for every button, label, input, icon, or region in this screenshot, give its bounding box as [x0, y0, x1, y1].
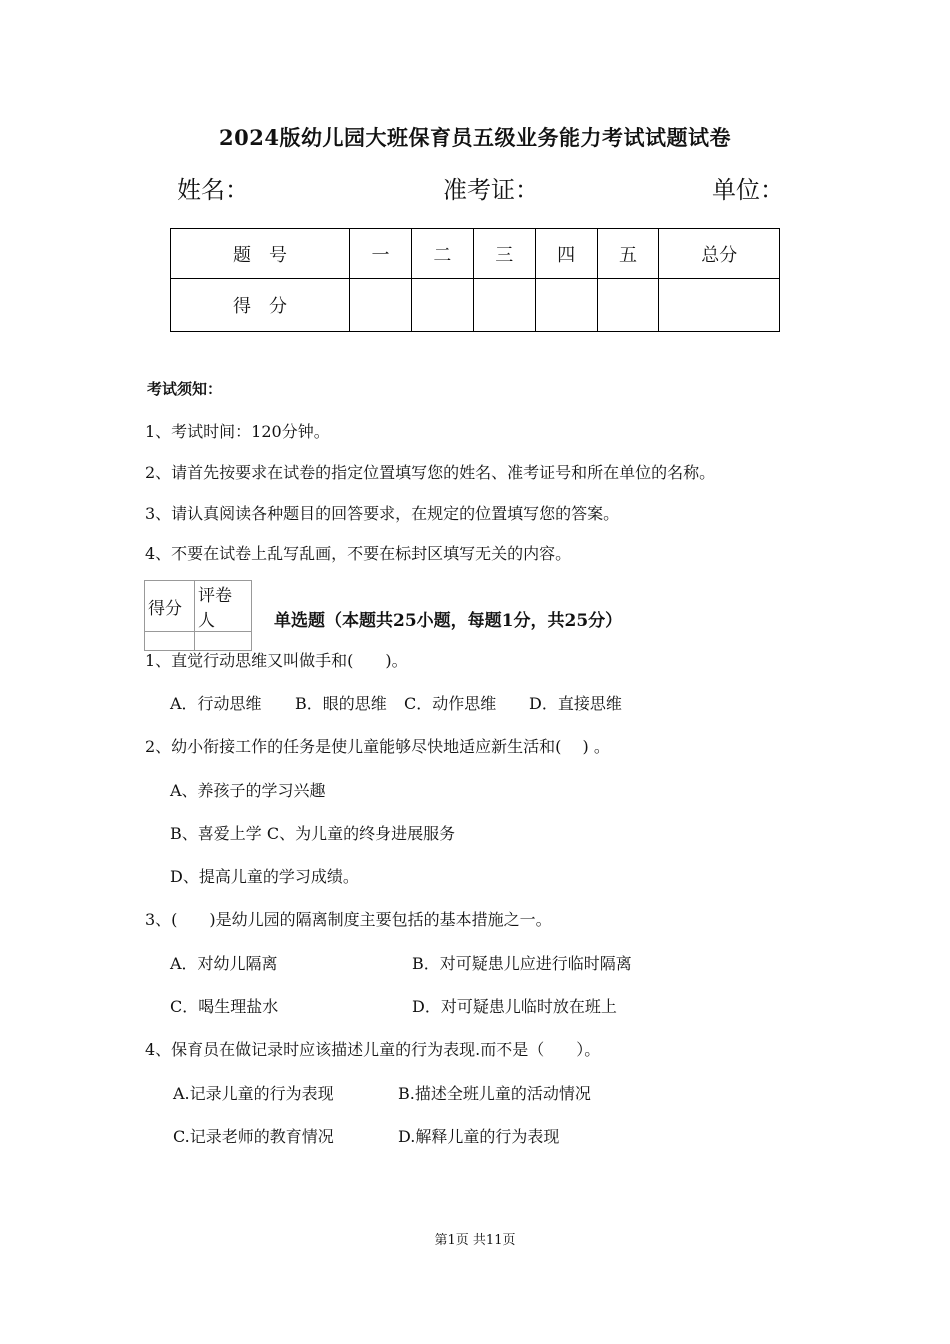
question-option: D、提高儿童的学习成绩。	[170, 867, 359, 886]
notice-item: 2、请首先按要求在试卷的指定位置填写您的姓名、准考证号和所在单位的名称。	[145, 463, 716, 482]
score-cell	[473, 279, 535, 332]
notice-item: 1、考试时间：120分钟。	[145, 422, 330, 441]
score-row-label: 得 分	[171, 279, 350, 332]
section-title: 单选题（本题共25小题，每题1分，共25分）	[274, 611, 623, 631]
grader-reviewer-label: 评卷人	[195, 581, 252, 632]
score-cell	[350, 279, 412, 332]
question-option: D．直接思维	[529, 694, 622, 713]
score-header-cell: 总分	[659, 229, 780, 279]
question-option: B．对可疑患儿应进行临时隔离	[412, 954, 632, 973]
score-cell	[535, 279, 597, 332]
score-header-cell: 一	[350, 229, 412, 279]
question-option: D.解释儿童的行为表现	[398, 1127, 560, 1146]
question-option: B．眼的思维	[295, 694, 387, 713]
grader-box	[144, 580, 252, 651]
page-footer: 第1页 共11页	[434, 1233, 516, 1248]
score-table	[170, 228, 780, 332]
score-cell	[411, 279, 473, 332]
question-stem: 1、直觉行动思维又叫做手和( )。	[145, 651, 408, 670]
question-option: A．对幼儿隔离	[170, 954, 278, 973]
question-stem: 2、幼小衔接工作的任务是使儿童能够尽快地适应新生活和( ) 。	[145, 737, 610, 756]
score-header-cell: 题 号	[171, 229, 350, 279]
score-header-cell: 四	[535, 229, 597, 279]
question-option: C.记录老师的教育情况	[173, 1127, 334, 1146]
score-table-score-row	[171, 279, 780, 332]
exam-id-field-label: 准考证：	[443, 176, 539, 204]
grader-score-label: 得分	[145, 581, 195, 632]
page-title: 2024版幼儿园大班保育员五级业务能力考试试题试卷	[219, 125, 731, 150]
notice-heading: 考试须知：	[147, 380, 223, 398]
score-header-cell: 二	[411, 229, 473, 279]
score-header-cell: 三	[473, 229, 535, 279]
question-option: D．对可疑患儿临时放在班上	[412, 997, 617, 1016]
unit-field-label: 单位：	[712, 176, 784, 204]
question-stem: 3、( )是幼儿园的隔离制度主要包括的基本措施之一。	[145, 910, 552, 929]
notice-item: 3、请认真阅读各种题目的回答要求，在规定的位置填写您的答案。	[145, 504, 620, 523]
question-option: B、喜爱上学 C、为儿童的终身进展服务	[170, 824, 456, 843]
question-option: A.记录儿童的行为表现	[173, 1084, 334, 1103]
question-option: A．行动思维	[170, 694, 262, 713]
name-field-label: 姓名：	[177, 176, 249, 204]
question-stem: 4、保育员在做记录时应该描述儿童的行为表现.而不是（ ）。	[145, 1040, 601, 1059]
question-option: C．动作思维	[404, 694, 497, 713]
score-table-header-row	[171, 229, 780, 279]
question-option: C．喝生理盐水	[170, 997, 279, 1016]
notice-item: 4、不要在试卷上乱写乱画，不要在标封区填写无关的内容。	[145, 544, 572, 563]
score-cell	[597, 279, 659, 332]
score-header-cell: 五	[597, 229, 659, 279]
question-option: B.描述全班儿童的活动情况	[398, 1084, 591, 1103]
score-cell	[659, 279, 780, 332]
question-option: A、养孩子的学习兴趣	[170, 781, 326, 800]
